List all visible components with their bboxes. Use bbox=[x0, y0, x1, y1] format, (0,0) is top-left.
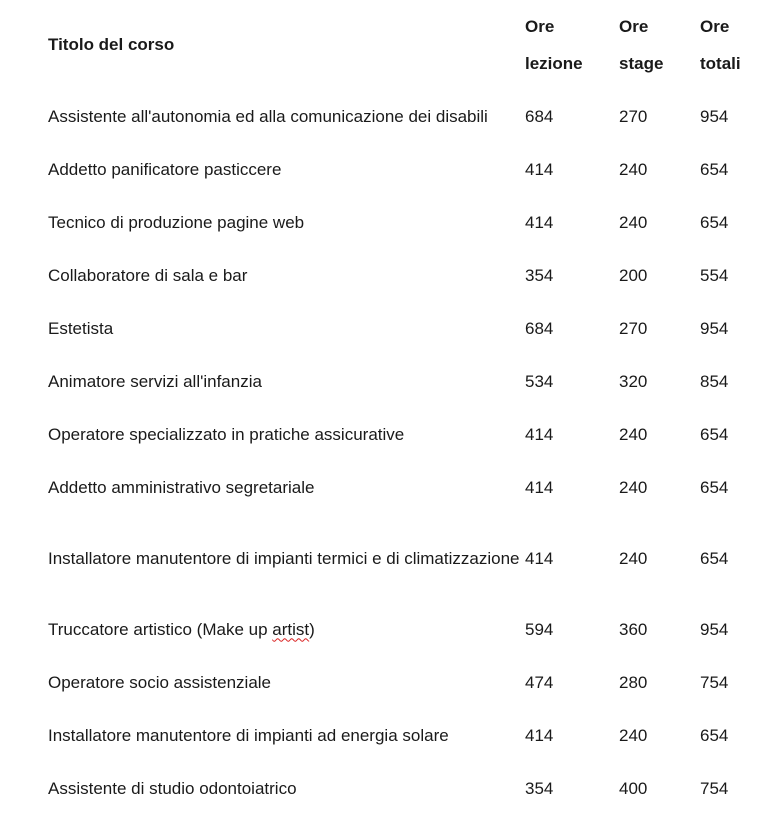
stage-hours: 270 bbox=[619, 106, 648, 126]
total-hours: 654 bbox=[700, 725, 729, 745]
total-hours: 954 bbox=[700, 106, 729, 126]
header-total-hours-line2: totali bbox=[700, 54, 741, 73]
total-hours: 654 bbox=[700, 424, 729, 444]
lesson-hours: 534 bbox=[525, 371, 554, 391]
table-row bbox=[48, 762, 764, 815]
total-hours: 654 bbox=[700, 159, 729, 179]
header-course-title bbox=[48, 0, 525, 90]
table-header bbox=[48, 0, 764, 90]
total-hours: 654 bbox=[700, 548, 729, 568]
total-hours: 754 bbox=[700, 778, 729, 798]
course-title: Tecnico di produzione pagine web bbox=[48, 212, 305, 232]
header-stage-hours-line1: Ore bbox=[619, 17, 649, 36]
table-row bbox=[48, 461, 764, 514]
stage-hours: 240 bbox=[619, 212, 648, 232]
lesson-hours: 594 bbox=[525, 619, 554, 639]
table-row bbox=[48, 355, 764, 408]
course-hours-table bbox=[48, 0, 764, 815]
total-hours: 854 bbox=[700, 371, 729, 391]
course-title: Estetista bbox=[48, 318, 114, 338]
course-title: Assistente all'autonomia ed alla comunicazione dei disabili bbox=[48, 106, 488, 126]
course-title: Operatore socio assistenziale bbox=[48, 672, 272, 692]
table-row bbox=[48, 603, 764, 656]
stage-hours: 280 bbox=[619, 672, 648, 692]
lesson-hours: 354 bbox=[525, 778, 554, 798]
lesson-hours: 414 bbox=[525, 548, 554, 568]
table-row bbox=[48, 408, 764, 461]
stage-hours: 320 bbox=[619, 371, 648, 391]
course-title: Installatore manutentore di impianti termici e di climatizzazione bbox=[48, 548, 520, 568]
lesson-hours: 414 bbox=[525, 159, 554, 179]
lesson-hours: 414 bbox=[525, 212, 554, 232]
lesson-hours: 414 bbox=[525, 725, 554, 745]
table-row bbox=[48, 196, 764, 249]
header-course-title-label: Titolo del corso bbox=[48, 35, 175, 54]
stage-hours: 240 bbox=[619, 159, 648, 179]
header-lesson-hours-line1: Ore bbox=[525, 17, 555, 36]
course-title: Assistente di studio odontoiatrico bbox=[48, 778, 297, 798]
course-title: Animatore servizi all'infanzia bbox=[48, 371, 262, 391]
header-total-hours-line1: Ore bbox=[700, 17, 730, 36]
header-stage-hours-line2: stage bbox=[619, 54, 664, 73]
course-title: Installatore manutentore di impianti ad energia solare bbox=[48, 725, 449, 745]
lesson-hours: 354 bbox=[525, 265, 554, 285]
stage-hours: 240 bbox=[619, 477, 648, 497]
total-hours: 754 bbox=[700, 672, 729, 692]
header-stage-hours bbox=[619, 0, 700, 90]
table-body bbox=[48, 90, 764, 815]
total-hours: 654 bbox=[700, 477, 729, 497]
course-title: Addetto panificatore pasticcere bbox=[48, 159, 282, 179]
stage-hours: 200 bbox=[619, 265, 648, 285]
stage-hours: 240 bbox=[619, 725, 648, 745]
stage-hours: 270 bbox=[619, 318, 648, 338]
spellcheck-flagged-word: artist bbox=[272, 619, 310, 639]
table-row bbox=[48, 90, 764, 143]
stage-hours: 240 bbox=[619, 424, 648, 444]
total-hours: 554 bbox=[700, 265, 729, 285]
course-title: Truccatore artistico (Make up artist) bbox=[48, 619, 315, 639]
total-hours: 654 bbox=[700, 212, 729, 232]
stage-hours: 400 bbox=[619, 778, 648, 798]
lesson-hours: 414 bbox=[525, 424, 554, 444]
table-row bbox=[48, 302, 764, 355]
header-lesson-hours-line2: lezione bbox=[525, 54, 583, 73]
stage-hours: 360 bbox=[619, 619, 648, 639]
lesson-hours: 684 bbox=[525, 318, 554, 338]
table-row bbox=[48, 656, 764, 709]
total-hours: 954 bbox=[700, 619, 729, 639]
stage-hours: 240 bbox=[619, 548, 648, 568]
header-total-hours bbox=[700, 0, 764, 90]
header-lesson-hours bbox=[525, 0, 619, 90]
course-title: Operatore specializzato in pratiche assicurative bbox=[48, 424, 405, 444]
course-title: Collaboratore di sala e bar bbox=[48, 265, 248, 285]
table-row bbox=[48, 514, 764, 603]
lesson-hours: 684 bbox=[525, 106, 554, 126]
lesson-hours: 414 bbox=[525, 477, 554, 497]
table-row bbox=[48, 143, 764, 196]
course-title: Addetto amministrativo segretariale bbox=[48, 477, 315, 497]
table-row bbox=[48, 249, 764, 302]
header-row bbox=[48, 0, 764, 90]
table-row bbox=[48, 709, 764, 762]
total-hours: 954 bbox=[700, 318, 729, 338]
lesson-hours: 474 bbox=[525, 672, 554, 692]
